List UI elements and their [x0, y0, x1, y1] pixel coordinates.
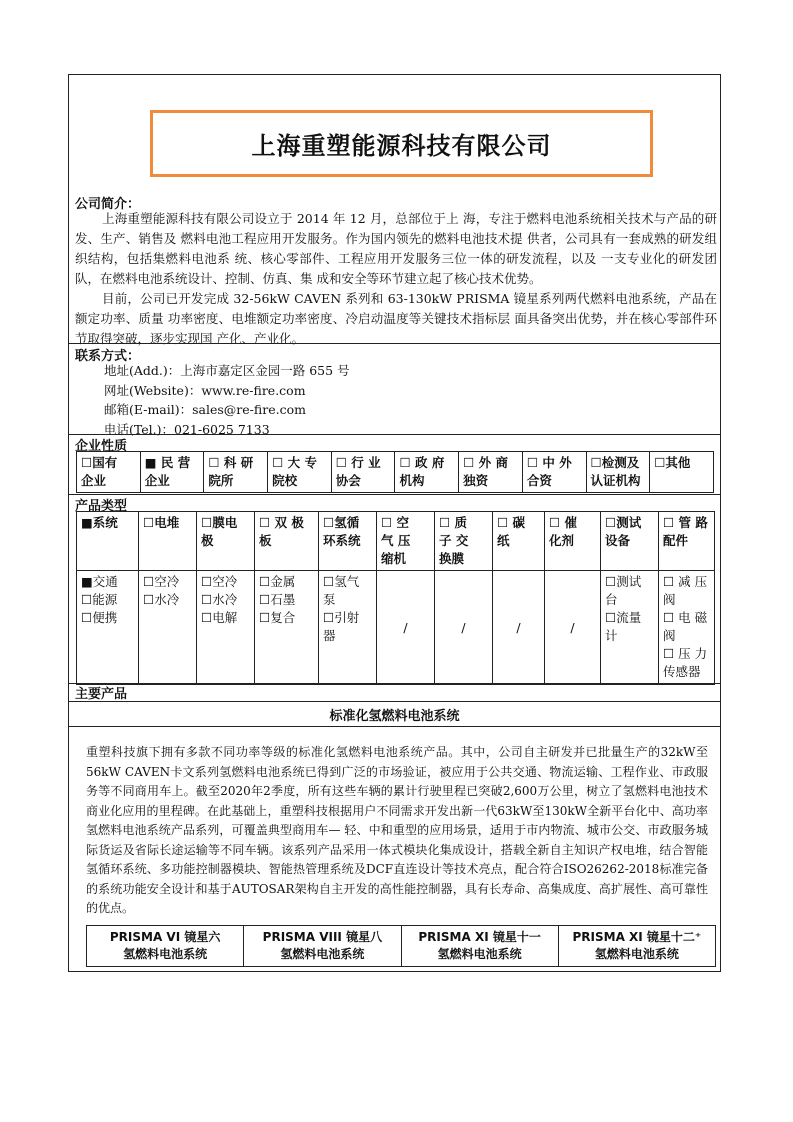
- product-type-header-line: 缩机: [381, 551, 407, 566]
- product-type-sub-line: ☐流量: [605, 610, 642, 625]
- product-type-header-line: ☐ 催: [549, 515, 578, 530]
- product-type-table: [76, 511, 715, 685]
- enterprise-option[interactable]: ☐ 政 府: [399, 455, 445, 470]
- product-type-sub-cell[interactable]: [601, 571, 659, 685]
- product-type-header-line: 化剂: [549, 533, 575, 548]
- series-sub: 氢燃料电池系统: [437, 947, 522, 961]
- product-type-sub-line: ☐测试: [605, 574, 642, 589]
- enterprise-option-sub: 合资: [526, 473, 552, 488]
- series-sub: 氢燃料电池系统: [123, 947, 208, 961]
- product-type-sub-line: 阀: [663, 592, 676, 607]
- contact-email[interactable]: 邮箱(E-mail)：sales@re-fire.com: [104, 402, 306, 417]
- product-type-sub-line: /: [461, 619, 466, 635]
- main-products-heading: 标准化氢燃料电池系统: [329, 708, 460, 724]
- product-type-sub-line: ☐复合: [259, 610, 296, 625]
- enterprise-option-sub: 认证机构: [590, 473, 641, 488]
- product-type-sub-line: ☐ 电 磁: [663, 610, 708, 625]
- product-type-sub-line: /: [570, 619, 575, 635]
- enterprise-option-sub: 企业: [81, 473, 107, 488]
- product-type-header-line: ☐测试: [605, 515, 642, 530]
- product-type-header-line: 纸: [497, 533, 510, 548]
- product-type-header-line: ■系统: [81, 515, 118, 530]
- product-type-header-line: 配件: [663, 533, 689, 548]
- enterprise-label: 企业性质: [75, 439, 128, 454]
- product-type-header[interactable]: [319, 512, 377, 571]
- contact-label: 联系方式：: [75, 349, 141, 364]
- enterprise-option[interactable]: ☐ 外 商: [463, 455, 509, 470]
- product-type-sub-line: ☐电解: [201, 610, 238, 625]
- enterprise-option-sub: 独资: [463, 473, 489, 488]
- product-type-header-line: ☐ 质: [439, 515, 468, 530]
- enterprise-option[interactable]: ☐国有: [81, 455, 118, 470]
- product-type-header-line: ☐ 碳: [497, 515, 526, 530]
- product-type-sub-line: ☐空冷: [143, 574, 180, 589]
- product-type-sub-line: ☐ 压 力: [663, 646, 708, 661]
- product-type-na-cell: [377, 571, 435, 685]
- product-type-header-line: 环系统: [323, 533, 361, 548]
- product-type-na-cell: [493, 571, 545, 685]
- enterprise-option[interactable]: ☐ 大 专: [272, 455, 317, 470]
- enterprise-option[interactable]: ☐ 科 研: [208, 455, 254, 470]
- product-type-sub-line: /: [516, 619, 521, 635]
- product-type-sub-cell[interactable]: [77, 571, 139, 685]
- product-type-header-line: 气 压: [381, 533, 411, 548]
- intro-paragraph-1: 上海重塑能源科技有限公司设立于 2014 年 12 月，总部位于上 海，专注于燃料电池系统相关技术与产品的研发、生产、销售及 燃料电池工程应用开发服务。作为国内领先的燃料电池技术提 供者，公司具有一套成熟的研发组织结构，包括集燃料电池系 统、核心零部件、工程应用开发服务三位一体的研发流程，以及 一支专业化的研发团队，在燃料电池系统设计、控制、仿真、集 成和安全等环节建立起了核心技术优势。: [75, 211, 717, 286]
- product-type-sub-line: ☐能源: [81, 592, 118, 607]
- series-table: [86, 925, 716, 967]
- series-name: PRISMA XI 镜星十二⁺: [572, 930, 702, 944]
- product-type-sub-cell[interactable]: [255, 571, 319, 685]
- product-type-sub-line: ☐引射: [323, 610, 360, 625]
- enterprise-option[interactable]: ■ 民 营: [144, 455, 191, 470]
- main-products-description: 重塑科技旗下拥有多款不同功率等级的标准化氢燃料电池系统产品。其中，公司自主研发并已批量生产的32kW至56kW CAVEN卡文系列氢燃料电池系统已得到广泛的市场验证，被应用于公共交通、物流运输、工程作业、市政服务等不同商用车上。截至2020年2季度，所有这些车辆的累计行驶里程已突破2,600万公里，树立了氢燃料电池技术商业化应用的里程碑。在此基础上，重塑科技根据用户不同需求开发出新一代63kW至130kW全新平台化中、高功率氢燃料电池系统产品系列，可覆盖典型商用车— 轻、中和重型的应用场景，适用于市内物流、城市公交、市政服务城际货运及省际长途运输等不同车辆。该系列产品采用一体式模块化集成设计，搭载全新自主知识产权电堆，结合智能氢循环系统、多功能控制器模块、智能热管理系统及DCF直连设计等技术亮点，配合符合ISO26262-2018标准完备的系统功能安全设计和基于AUTOSAR架构自主开发的高性能控制器，具有长寿命、高集成度、高扩展性、高可靠性的优点。: [86, 745, 708, 915]
- product-type-sub-line: /: [403, 619, 408, 635]
- product-type-header[interactable]: [377, 512, 435, 571]
- intro-label: 公司简介：: [75, 197, 141, 212]
- product-type-sub-line: ☐空冷: [201, 574, 238, 589]
- product-type-sub-line: 器: [323, 628, 336, 643]
- enterprise-option[interactable]: ☐ 中 外: [526, 455, 572, 470]
- contact-website[interactable]: 网址(Website)：www.re-fire.com: [104, 382, 306, 398]
- product-type-sub-line: ☐ 减 压: [663, 574, 708, 589]
- series-sub: 氢燃料电池系统: [280, 947, 365, 961]
- product-type-sub-cell[interactable]: [659, 571, 715, 685]
- product-type-sub-cell[interactable]: [319, 571, 377, 685]
- product-type-sub-line: ☐水冷: [201, 592, 238, 607]
- product-type-header-line: ☐膜电: [201, 515, 238, 530]
- product-type-header-line: 板: [259, 533, 272, 548]
- product-type-sub-cell[interactable]: [139, 571, 197, 685]
- enterprise-option[interactable]: ☐检测及: [590, 455, 640, 470]
- product-type-header[interactable]: [545, 512, 601, 571]
- product-type-header[interactable]: [139, 512, 197, 571]
- product-type-header-line: 换膜: [439, 551, 465, 566]
- product-type-na-cell: [435, 571, 493, 685]
- product-type-header[interactable]: [197, 512, 255, 571]
- product-type-header[interactable]: [601, 512, 659, 571]
- product-type-sub-line: ☐石墨: [259, 592, 296, 607]
- product-type-header[interactable]: [77, 512, 139, 571]
- enterprise-option-sub: 协会: [335, 473, 361, 488]
- product-type-header-line: ☐电堆: [143, 515, 180, 530]
- product-type-sub-cell[interactable]: [197, 571, 255, 685]
- contact-address: 地址(Add.)：上海市嘉定区金园一路 655 号: [104, 363, 350, 378]
- product-type-header-line: 极: [201, 533, 214, 548]
- intro-paragraph-2: 目前，公司已开发完成 32-56kW CAVEN 系列和 63-130kW PRISMA 镜星系列两代燃料电池系统，产品在额定功率、质量 功率密度、电堆额定功率密度、冷启动温度等关键技术指标层 面具备突出优势，并在核心零部件环节取得突破，逐步实现国 产化、产业化。: [75, 291, 717, 346]
- product-type-header-line: 子 交: [439, 533, 469, 548]
- product-type-header[interactable]: [435, 512, 493, 571]
- product-type-sub-line: ☐金属: [259, 574, 296, 589]
- product-type-sub-line: 传感器: [663, 664, 701, 679]
- product-type-sub-line: ■交通: [81, 574, 118, 589]
- series-sub: 氢燃料电池系统: [594, 947, 679, 961]
- product-type-sub-line: ☐便携: [81, 610, 118, 625]
- product-type-header-line: ☐ 双 极: [259, 515, 304, 530]
- product-type-header[interactable]: [255, 512, 319, 571]
- product-type-sub-line: 台: [605, 592, 618, 607]
- enterprise-option-sub: 机构: [399, 473, 425, 488]
- enterprise-option-sub: 院校: [272, 473, 298, 488]
- enterprise-option-sub: 企业: [144, 473, 170, 488]
- product-type-sub-line: 阀: [663, 628, 676, 643]
- product-type-header-line: ☐ 空: [381, 515, 410, 530]
- product-type-na-cell: [545, 571, 601, 685]
- product-type-sub-line: ☐氢气: [323, 574, 360, 589]
- enterprise-option-sub: 院所: [208, 473, 234, 488]
- enterprise-option[interactable]: ☐其他: [654, 455, 691, 470]
- series-name: PRISMA VIII 镜星八: [262, 930, 383, 944]
- main-products-label: 主要产品: [75, 687, 128, 702]
- product-type-sub-line: 计: [605, 628, 618, 643]
- enterprise-table: [76, 451, 714, 493]
- product-type-header-line: ☐ 管 路: [663, 515, 708, 530]
- series-name: PRISMA XI 镜星十一: [418, 930, 541, 944]
- product-type-header[interactable]: [659, 512, 715, 571]
- product-type-header-line: 设备: [605, 533, 631, 548]
- enterprise-option[interactable]: ☐ 行 业: [335, 455, 381, 470]
- contact-phone: 电话(Tel.)：021-6025 7133: [104, 421, 270, 437]
- series-name: PRISMA VI 镜星六: [109, 930, 221, 944]
- contact-block: [104, 361, 350, 439]
- company-title: 上海重塑能源科技有限公司: [150, 110, 653, 177]
- product-type-label: 产品类型: [75, 499, 128, 514]
- product-type-sub-line: 泵: [323, 592, 336, 607]
- product-type-sub-line: ☐水冷: [143, 592, 180, 607]
- product-type-header[interactable]: [493, 512, 545, 571]
- product-type-header-line: ☐氢循: [323, 515, 360, 530]
